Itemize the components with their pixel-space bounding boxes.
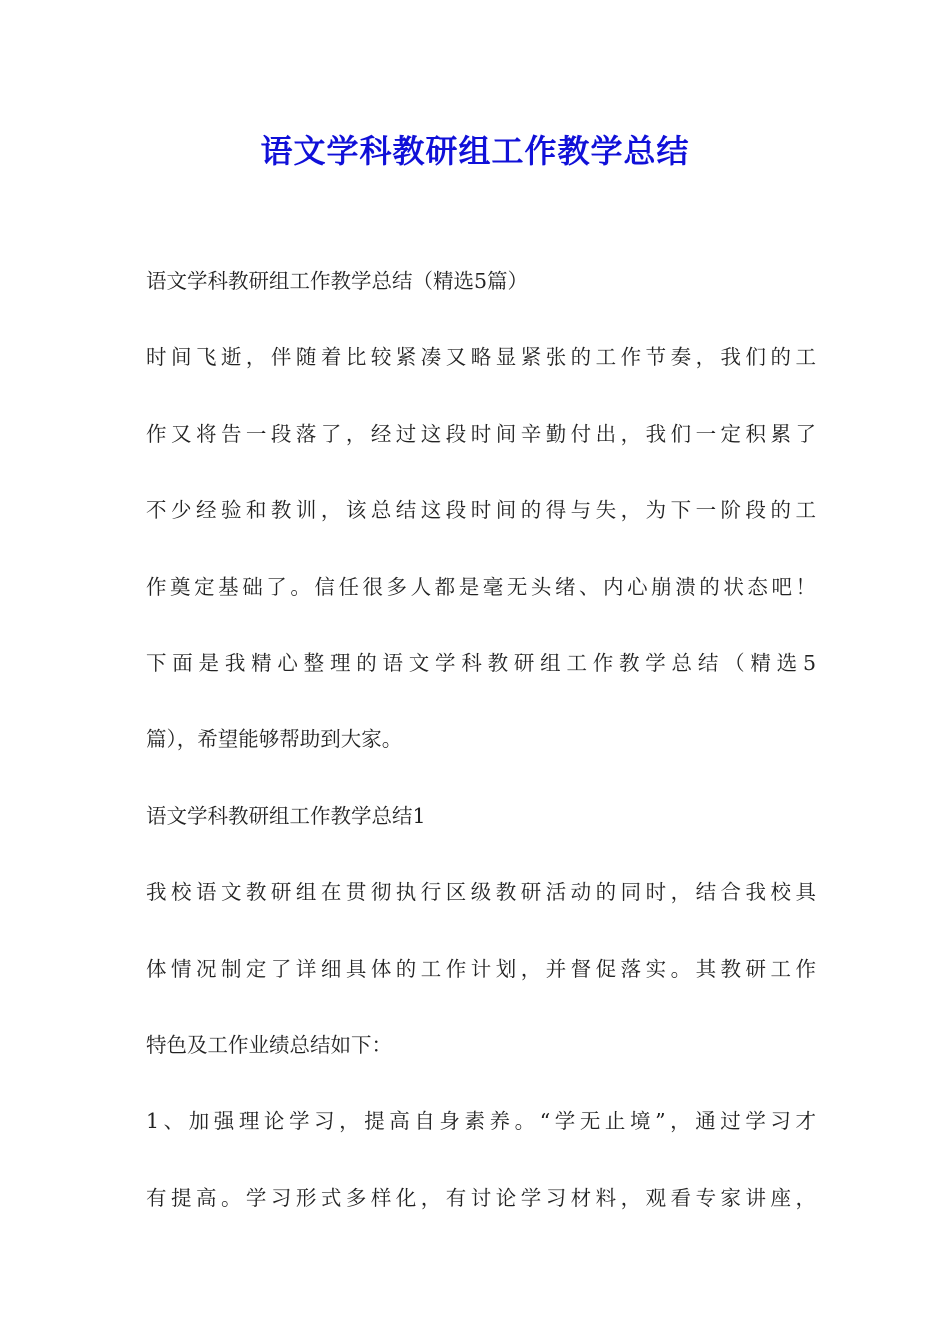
paragraph-line: 下面是我精心整理的语文学科教研组工作教学总结（精选5 bbox=[146, 650, 816, 675]
paragraph-line: 不少经验和教训，该总结这段时间的得与失，为下一阶段的工 bbox=[146, 498, 816, 523]
paragraph-line: 篇），希望能够帮助到大家。 bbox=[146, 727, 403, 752]
section-heading: 语文学科教研组工作教学总结1 bbox=[146, 803, 426, 828]
paragraph-line: 1、加强理论学习，提高自身素养。“学无止境”，通过学习才 bbox=[146, 1109, 816, 1134]
paragraph-line: 作又将告一段落了，经过这段时间辛勤付出，我们一定积累了 bbox=[146, 421, 816, 446]
document-body bbox=[146, 262, 816, 1255]
paragraph-line: 作奠定基础了。信任很多人都是毫无头绪、内心崩溃的状态吧！ bbox=[146, 574, 816, 599]
paragraph-line: 时间飞逝，伴随着比较紧凑又略显紧张的工作节奏，我们的工 bbox=[146, 345, 816, 370]
paragraph-line: 我校语文教研组在贯彻执行区级教研活动的同时，结合我校具 bbox=[146, 880, 816, 905]
document-title: 语文学科教研组工作教学总结 bbox=[260, 132, 690, 170]
paragraph-line: 有提高。学习形式多样化，有讨论学习材料，观看专家讲座， bbox=[146, 1185, 816, 1210]
paragraph-line: 特色及工作业绩总结如下： bbox=[146, 1032, 392, 1057]
subtitle-line: 语文学科教研组工作教学总结（精选5篇） bbox=[146, 269, 529, 293]
paragraph-line: 体情况制定了详细具体的工作计划，并督促落实。其教研工作 bbox=[146, 956, 816, 981]
